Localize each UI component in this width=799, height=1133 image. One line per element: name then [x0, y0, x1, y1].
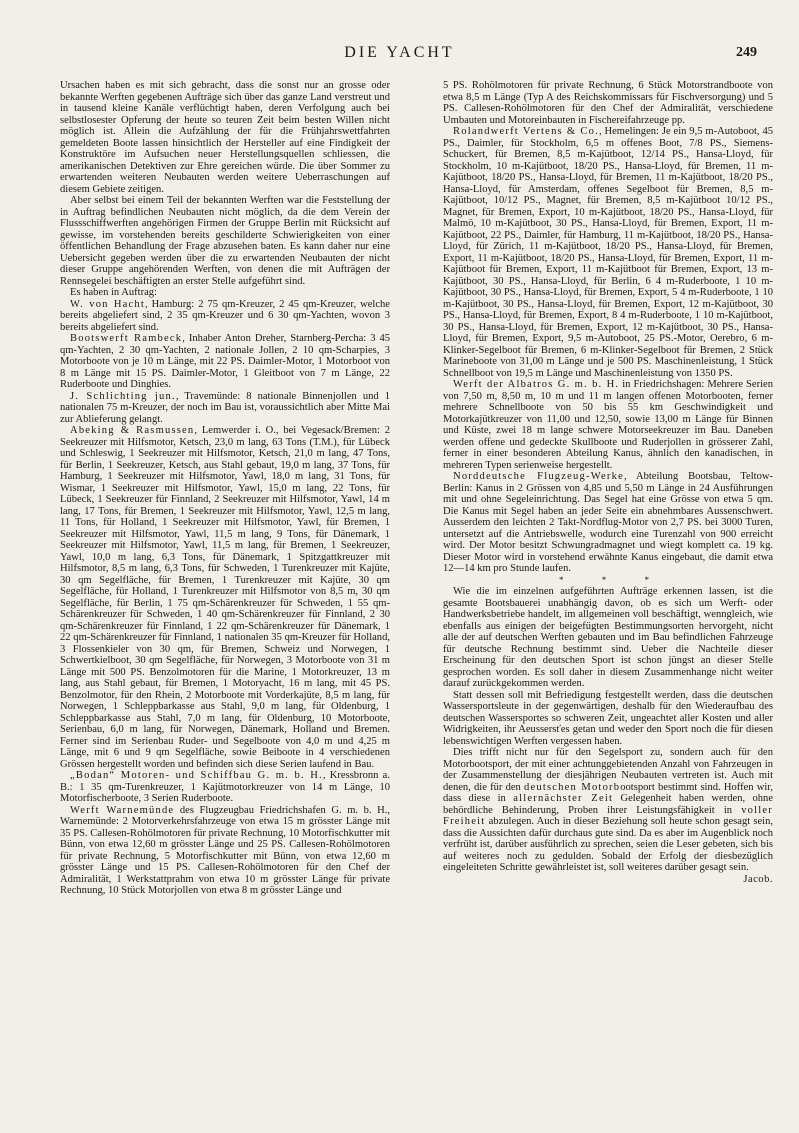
emphasized-text: voller Freiheit	[443, 804, 773, 827]
shipyard-entry	[60, 391, 390, 426]
author-signature: Jacob.	[743, 873, 773, 885]
running-title: DIE YACHT	[344, 44, 455, 61]
text-run: abzulegen. Auch in dieser Beziehung soll heute schon gesagt sein, dass die Aussichten dafür durchaus gute sind. Da es aber im Augenblick noch verfrüht ist, darüber ausführlich zu sprechen, seien die Leser gebeten, sich bis auf weiteres noch zu gedulden. Sobald der Erfolg der diesbezüglich eingeleiteten Schritte gewährleistet ist, soll weiteres darüber gesagt sein.	[443, 816, 773, 873]
left-column	[60, 80, 390, 897]
page-number: 249	[736, 45, 757, 60]
shipyard-entry	[443, 471, 773, 575]
paragraph: Statt dessen soll mit Befriedigung festgestellt werden, dass die deutschen Wassersportsleute in der gegenwärtigen, deshalb für den Wiederaufbau des deutschen Wassersportes so schweren Zeit, ungeachtet aller Kosten und aller Widrigkeiten, ihr Aeussersťes getan und weder den Sport noch die für diesen lebenswichtigen Werften vergessen haben.	[443, 689, 773, 747]
shipyard-details: , Lemwerder i. O., bei Vegesack/Bremen: 2 Seekreuzer mit Hilfsmotor, Ketsch, 23,0 m lang, 63 Tons (T.M.), für Lübeck und Schleswig, 1 Seekreuzer mit Hilfsmotor, Ketsch, 21,0 m lang, 47 Tons, für Berlin, 1 Seekreuzer, Ketsch, aus Stahl gebaut, 19,0 m lang, 37 Tons, für Hamburg, 1 Seekreuzer mit Hilfsmotor, Yawl, 18,0 m lang, 31 Tons, für Wismar, 1 Seekreuzer mit Hilfsmotor, Yawl, 15,0 m lang, 22 Tons, für Lübeck, 1 Seekreuzer für Finnland, 2 Seekreuzer mit Hilfsmotor, Yawl, 14 m lang, 17 Tons, für Bremen, 1 Seekreuzer mit Hilfsmotor, Yawl, 12,5 m lang, 11 Tons, für Holland, 1 Seekreuzer mit Hilfsmotor, Yawl, für Bremen, 1 Seekreuzer mit Hilfsmotor, Yawl, 11,5 m lang, 9 Tons, für Dänemark, 1 Seekreuzer mit Hilfsmotor, Yawl, 11,5 m lang, für Bremen, 1 Seekreuzer, Yawl, 10,0 m lang, 6,3 Tons, für Dänemark, 1 Spitzgattkreuzer mit Hilfsmotor, 8,5 m lang, 6,3 Tons, für Schweden, 1 Turenkreuzer mit Kajüte, 30 qm Segelfläche, für Bremen, 1 Turenkreuzer mit Kajüte, 30 qm Segelfläche, für Holland, 1 Turenkreuzer mit Hilfsmotor von 8,5 m, 30 qm Segelfläche, für Berlin, 1 75 qm-Schärenkreuzer für Schweden, 1 55 qm-Schärenkreuzer für Schweden, 1 40 qm-Schärenkreuzer für Finnland, 2 30 qm-Schärenkreuzer für Finnland, 1 22 qm-Schärenkreuzer für Dänemark, 1 22 qm-Schärenkreuzer für Finnland, 1 nationalen 35 qm-Kreuzer für Holland, 3 Flossenkieler von 30 qm, für Bremen, Schweiz und Norwegen, 1 Schwertkielboot, 30 qm Segelfläche, für Norwegen, 3 Motorboote von 31 m Länge mit 500 PS. Benzolmotoren für die Marine, 1 Motorkreuzer, 13 m lang, aus Stahl gebaut, für Bremen, 1 Motoryacht, 16 m lang, mit 45 PS. Benzolmotor, für den Rhein, 2 Motorboote mit Vorderkajüte, 8,5 m lang, für Norwegen, 1 Schleppbarkasse aus Stahl, 9,0 m lang, für Oldenburg, 1 Schleppbarkasse aus Stahl, 7,0 m lang, für Oldenburg, 10 Motorboote, Serienbau, 6,0 m lang, für Norwegen, Dänemark, Holland und Bremen. Ferner sind im Serienbau Ruder- und Segelboote von 4,0 m und 4,25 m Länge, mit 6 und 9 qm Segelfläche, sowie Beiboote in 4 verschiedenen Grössen hergestellt worden und befinden sich diese Serien laufend in Bau.	[60, 425, 390, 770]
shipyard-name: „Bodan“ Motoren- und Schiffbau G. m. b. H.	[70, 770, 323, 781]
paragraph: Es haben in Auftrag:	[70, 287, 157, 298]
shipyard-name: W. von Hacht	[70, 298, 146, 310]
page-header	[0, 44, 799, 68]
shipyard-details: in Friedrichshagen: Mehrere Serien von 7,50 m, 8,50 m, 10 m und 11 m langen offenen Motorbooten, ferner mehrere Schnellboote von 50 bis 55 km Geschwindigkeit und Motorkajütkreuzer von 11,00 und 12,50, sowie 13,00 m Länge für Binnen und Küste, zwei 18 m lange schwere Motorseekreuzer im Bau. Daneben werden offene und gedeckte Skullboote und Ruderjollen in grösserer Zahl, ferner in einer besonderen Abteilung Kanus, ähnlich den kanadischen, in mehreren Typen serienweise hergestellt.	[443, 379, 773, 471]
shipyard-entry	[443, 379, 773, 471]
shipyard-entry	[60, 333, 390, 391]
shipyard-name: Werft Warnemünde	[70, 804, 175, 816]
shipyard-name: Norddeutsche Flugzeug-Werke	[453, 471, 624, 482]
shipyard-details: des Flugzeugbau Friedrichshafen G. m. b. H., Warnemünde: 2 Motorverkehrsfahrzeuge von etwa 15 m grösster Länge mit 35 PS. Callesen-Rohölmotoren für private Rechnung, 10 Motorfischkutter mit Bünn, von etwa 12,60 m grösster Länge und 25 PS. Callesen-Rohölmotoren für private Rechnung, 5 Motorfischkutter mit Bünn, von etwa 12,60 m grösster Länge und 15 PS. Callesen-Rohölmotoren für den Chef der Admiralität, 1 Werkstattprahm von etwa 10 m grösster Länge für private Rechnung, 10 Stück Motorjollen von etwa 8 m grösster Länge und	[60, 804, 391, 896]
shipyard-name: J. Schlichting jun.	[70, 390, 176, 402]
shipyard-entry	[60, 770, 390, 805]
shipyard-entry	[60, 425, 390, 770]
text-run: Dies trifft nicht nur für den Segelsport zu, sondern auch für den Motorbootsport, der mit einer achtunggebietenden Anzahl von Fahrzeugen in der Zusammenstellung der diesjährigen Neubauten vertreten ist. Auch mit denen, die für den	[443, 747, 773, 793]
section-separator: * * *	[559, 574, 667, 585]
shipyard-details: , Travemünde: 8 nationale Binnenjollen und 1 nationalen 75 m-Kreuzer, der noch im Bau ist, voraussichtlich aber Mitte Mai zur Ablieferung gelangt.	[60, 390, 390, 425]
text-run: Gelegenheit haben werden, ohne behördliche Behinderung, Proben ihrer Leistungsfähigkeit in	[443, 793, 773, 816]
shipyard-entry	[443, 126, 773, 379]
text-run: ootsport bestimmt sind. Hoffen wir, dass diese in	[443, 781, 774, 804]
paragraph: Wie die im einzelnen aufgeführten Aufträge erkennen lassen, ist die gesamte Bootsbauerei unabhängig davon, ob es sich um Werft- oder Handwerksbetriebe handelt, im allgemeinen voll beschäftigt, wenngleich, wie ebenfalls aus einigen der beigefügten Bestimmungsorten hervorgeht, nicht alle der auf deutschen Werften gebauten und im Bau befindlichen Fahrzeuge für deutsche Rechnung bestimmt sind. Ueber die Nachteile dieser Erscheinung für den deutschen Sport ist schon jüngst an dieser Stelle gesprochen worden. Es soll daher in diesem Zusammenhange nicht weiter darauf zurückgekommen werden.	[443, 586, 773, 689]
shipyard-details: , Hemelingen: Je ein 9,5 m-Autoboot, 45 PS., Daimler, für Stockholm, 6,5 m offenes Boot, 7/8 PS., Siemens-Schuckert, für Bremen, 8,5 m-Kajütboot, 12/14 PS., Hansa-Lloyd, für Stockholm, 10 m-Kajütboot, 18/20 PS., Hansa-Lloyd, für Bremen, 11 m-Kajütboot, 18/20 PS., Hansa-Lloyd, für Bremen, 11 m-Kajütboot, 18/20 PS., Hansa-Lloyd, für Amsterdam, offenes Segelboot für Bremen, 8,5 m-Kajütboot, 10/12 PS., Magnet, für Bremen, 8,5 m-Kajütboot 10/12 PS., Magnet, für Bremen, Export, 10 m-Kajütboot, 18/20 PS., Hansa-Lloyd, für Malmö, 10 m-Kajütboot, 30 PS., Hansa-Lloyd, für Bremen, Export, 11 m-Kajütboot, 22 PS., Daimler, für Hamburg, 11 m-Kajütboot, 18/20 PS., Hansa-Lloyd, für Zürich, 11 m-Kajütboot, 18/20 PS., Hansa-Lloyd, für Bremen, Export, 11 m-Kajütboot, 18/20 PS., Hansa-Lloyd, für Bremen, Export, 11 m-Kajütboot für Bremen, Export, 11 m-Kajütboot für Bremen, Export, 13 m-Kajütboot, 30 PS., Hansa-Lloyd, für Berlin, 6 4 m-Ruderboote, 1 10 m-Kajütboot, 30 PS., Hansa-Lloyd, für Bremen, Export, 5 4 m-Ruderboote, 1 10 m-Kajütboot, 30 PS., Hansa-Lloyd, für Bremen, Export, 12 m-Kajütboot, 30 PS., Hansa-Lloyd, für Bremen, Export, 8 4 m-Ruderboote, 1 10 m-Kajütboot, 30 PS., Hansa-Lloyd, für Bremen, Export, 12 m-Kajütboot, 30 PS., Hansa-Lloyd, für Bremen, Export, 9,5 m-Autoboot, 25 PS.-Motor, Oerebro, 6 m-Klinker-Segelboot für Bremen, 6 m-Klinker-Segelboot für Bremen, 2 Stück Marineboote von 31,00 m Länge und je 500 PS. Maschinenleistung, 1 Stück Schnellboot von 19,5 m Länge und Maschinenleistung von 1350 PS.	[443, 126, 773, 379]
shipyard-details: , Hamburg: 2 75 qm-Kreuzer, 2 45 qm-Kreuzer, welche bereits abgeliefert sind, 2 35 qm-Kreuzer und 6 30 qm-Yachten, wovon 3 bereits abgeliefert sind.	[60, 298, 390, 333]
shipyard-name: Werft der Albatros G. m. b. H.	[453, 379, 620, 390]
paragraph: 5 PS. Rohölmotoren für private Rechnung, 6 Stück Motorstrandboote von etwa 8,5 m Länge (Typ A des Reichskommissars für Fischversorgung) und 5 PS. Callesen-Rohölmotoren für den Chef der Admiralität, verschiedene Umbauten und Motoreinbauten in Fischereifahrzeuge pp.	[443, 80, 773, 126]
right-column	[443, 80, 773, 885]
shipyard-details: , Abteilung Bootsbau, Teltow-Berlin: Kanus in 2 Grössen von 4,85 und 5,50 m Länge in 24 Ausführungen mit und ohne Segeleinrichtung. Das Segel hat eine Grösse von etwa 5 qm. Die Kanus mit Segel haben an jeder Seite ein abnehmbares Aussenschwert. Ausserdem den leichten 2 Takt-Nordflug-Motor von 2,7 PS. bei 3000 Turen, untersetzt auf die Antriebswelle, wodurch eine Turenzahl von 900 erreicht wird. Der Motor besitzt Schwungradmagnet und wiegt komplett ca. 19 kg. Dieser Motor wird in vorstehend erwähnte Kanus eingebaut, die damit etwa 12—14 km pro Stunde laufen.	[443, 471, 773, 574]
shipyard-name: Bootswerft Rambeck	[70, 333, 183, 344]
emphasized-text: deutschen Motorb	[524, 781, 621, 793]
paragraph: Aber selbst bei einem Teil der bekannten Werften war die Feststellung der in Auftrag befindlichen Neubauten nicht möglich, da die dem Verein der Flussschiffwerften angehörigen Firmen der Gruppe Berlin mit Rücksicht auf gewisse, im vorstehenden bereits geschilderte Schwierigkeiten von einer öffentlichen Behandlung der Frage abzusehen baten. Es kann daher nur eine Uebersicht gegeben werden über die zu erwartenden Neubauten der nicht dieser Gruppe angehörenden Werften, von denen die mit Aufträgen der Rennsegelei beschäftigten an erster Stelle aufgeführt sind.	[60, 195, 390, 287]
paragraph	[443, 747, 773, 874]
shipyard-details: , Inhaber Anton Dreher, Starnberg-Percha: 3 45 qm-Yachten, 2 30 qm-Yachten, 2 nationale Jollen, 2 10 qm-Scharpies, 3 Motorboote von je 10 m Länge, mit 22 PS. Daimler-Motor, 1 Motorboot von 8 m Länge mit 15 PS. Daimler-Motor, 1 Gleitboot von 7 m Länge, 22 Ruderboote und Dinghies.	[60, 333, 391, 390]
paragraph: Ursachen haben es mit sich gebracht, dass die sonst nur an grosse oder bekannte Werften gegebenen Aufträge sich über das ganze Land verstreut und in tausend kleine Kanäle verflüchtigt haben, deren Verfolgung auch bei selbstlosester Opferung der heute so teuren Zeit beim besten Willen nicht möglich ist. Allein die Aufzählung der für die Frühjahrswettfahrten gemeldeten Boote lassen hinsichtlich der Hersteller auf eine Findigkeit der Konstruktöre im Aufsuchen neuer Herstellungsquellen schliessen, die amerikanischen Detektiven zur Ehre gereichen würde. Die über Sommer zu erwartenden weiteren Neubauten werden weitere Ueberraschungen auf diesem Gebiete zeitigen.	[60, 80, 390, 195]
shipyard-entry	[60, 299, 390, 334]
shipyard-name: Abeking & Rasmussen	[70, 425, 195, 436]
shipyard-details: , Kressbronn a. B.: 1 35 qm-Turenkreuzer, 1 Kajütmotorkreuzer von 14 m Länge, 10 Motorfischerboote, 3 Serien Ruderboote.	[60, 770, 391, 804]
shipyard-entry	[60, 805, 390, 897]
shipyard-name: Rolandwerft Vertens & Co.	[453, 126, 599, 137]
emphasized-text: allernächster Zeit	[513, 793, 614, 804]
